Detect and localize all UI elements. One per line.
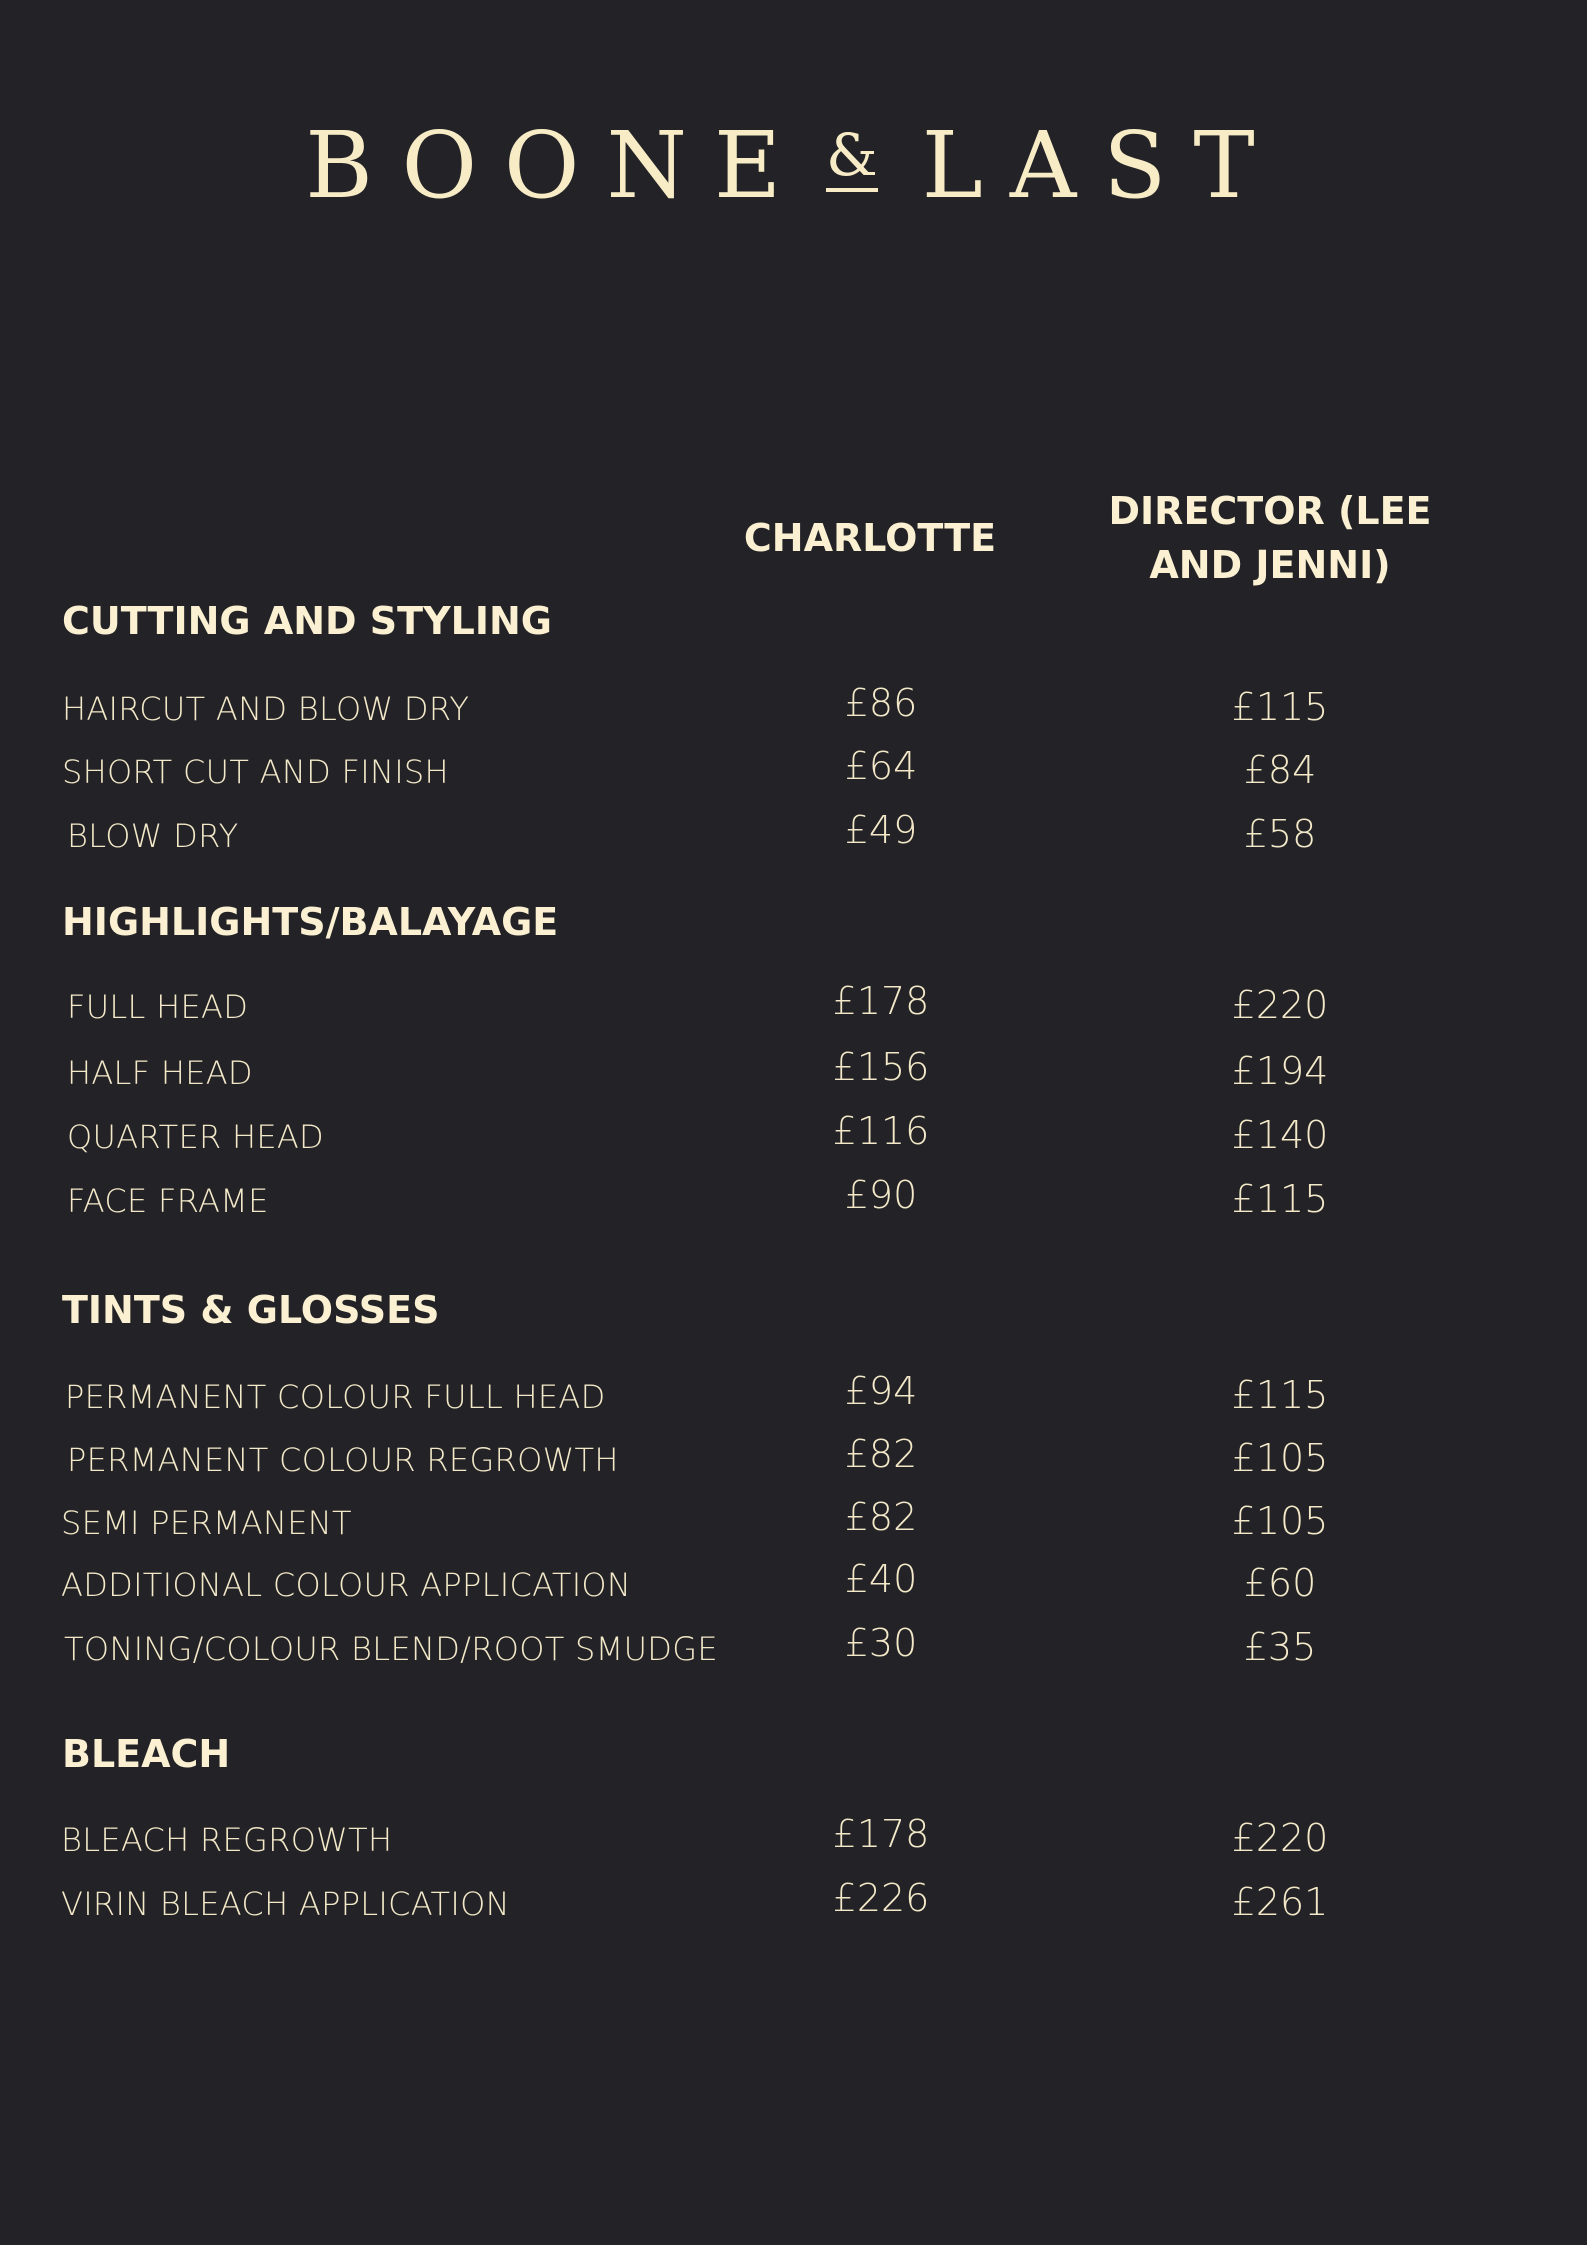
service-name: BLOW DRY: [67, 817, 239, 855]
service-name: TONING/COLOUR BLEND/ROOT SMUDGE: [64, 1630, 718, 1668]
price-director: £261: [1231, 1880, 1329, 1924]
price-row: [0, 979, 1587, 1035]
price-charlotte: £94: [844, 1369, 918, 1413]
price-charlotte: £178: [832, 979, 930, 1023]
price-row: [0, 1432, 1587, 1488]
service-name: SHORT CUT AND FINISH: [62, 753, 449, 791]
price-director: £58: [1243, 812, 1317, 856]
column-header-charlotte: CHARLOTTE: [743, 516, 997, 560]
price-charlotte: £82: [844, 1495, 918, 1539]
price-charlotte: £30: [844, 1621, 918, 1665]
service-name: PERMANENT COLOUR FULL HEAD: [65, 1378, 606, 1416]
service-name: VIRIN BLEACH APPLICATION: [61, 1885, 510, 1923]
price-director: £105: [1231, 1499, 1329, 1543]
price-charlotte: £40: [844, 1557, 918, 1601]
brand-name-left: BOONE: [305, 112, 809, 219]
column-header-director-line1: DIRECTOR (LEE: [1108, 489, 1432, 533]
price-charlotte: £64: [844, 744, 918, 788]
price-director: £220: [1231, 1816, 1329, 1860]
price-director: £105: [1231, 1436, 1329, 1480]
price-director: £194: [1231, 1049, 1329, 1093]
price-row: [0, 1109, 1587, 1165]
price-director: £84: [1243, 748, 1317, 792]
column-header-director: [1085, 484, 1455, 592]
service-name: FULL HEAD: [67, 988, 249, 1026]
price-charlotte: £49: [844, 808, 918, 852]
section-title-bleach: BLEACH: [62, 1732, 231, 1776]
price-director: £60: [1243, 1561, 1317, 1605]
price-director: £140: [1231, 1113, 1329, 1157]
price-charlotte: £116: [832, 1109, 930, 1153]
service-name: PERMANENT COLOUR REGROWTH: [67, 1441, 619, 1479]
brand-ampersand: &: [826, 126, 878, 192]
price-charlotte: £82: [844, 1432, 918, 1476]
service-name: QUARTER HEAD: [67, 1118, 324, 1156]
price-row: [0, 744, 1587, 800]
service-name: BLEACH REGROWTH: [61, 1821, 393, 1859]
price-director: £115: [1231, 1177, 1329, 1221]
price-director: £35: [1243, 1625, 1317, 1669]
price-row: [0, 1173, 1587, 1229]
section-title-cutting-styling: CUTTING AND STYLING: [62, 599, 552, 643]
price-charlotte: £86: [844, 681, 918, 725]
brand-name-right: LAST: [921, 112, 1282, 219]
price-row: [0, 1369, 1587, 1425]
service-name: HAIRCUT AND BLOW DRY: [62, 690, 470, 728]
price-row: [0, 1557, 1587, 1613]
price-row: [0, 1621, 1587, 1677]
price-director: £115: [1231, 685, 1329, 729]
price-row: [0, 808, 1587, 864]
price-row: [0, 681, 1587, 737]
price-row: [0, 1495, 1587, 1551]
brand-logo: [0, 112, 1587, 219]
section-title-highlights-balayage: HIGHLIGHTS/BALAYAGE: [62, 900, 559, 944]
price-row: [0, 1812, 1587, 1868]
price-charlotte: £178: [832, 1812, 930, 1856]
price-director: £115: [1231, 1373, 1329, 1417]
service-name: SEMI PERMANENT: [61, 1504, 352, 1542]
price-charlotte: £156: [832, 1045, 930, 1089]
service-name: FACE FRAME: [67, 1182, 269, 1220]
service-name: ADDITIONAL COLOUR APPLICATION: [61, 1566, 632, 1604]
price-row: [0, 1876, 1587, 1932]
price-charlotte: £90: [844, 1173, 918, 1217]
column-header-director-line2: AND JENNI): [1149, 543, 1391, 587]
service-name: HALF HEAD: [67, 1054, 253, 1092]
price-row: [0, 1045, 1587, 1101]
section-title-tints-glosses: TINTS & GLOSSES: [62, 1288, 440, 1332]
price-director: £220: [1231, 983, 1329, 1027]
price-charlotte: £226: [832, 1876, 930, 1920]
